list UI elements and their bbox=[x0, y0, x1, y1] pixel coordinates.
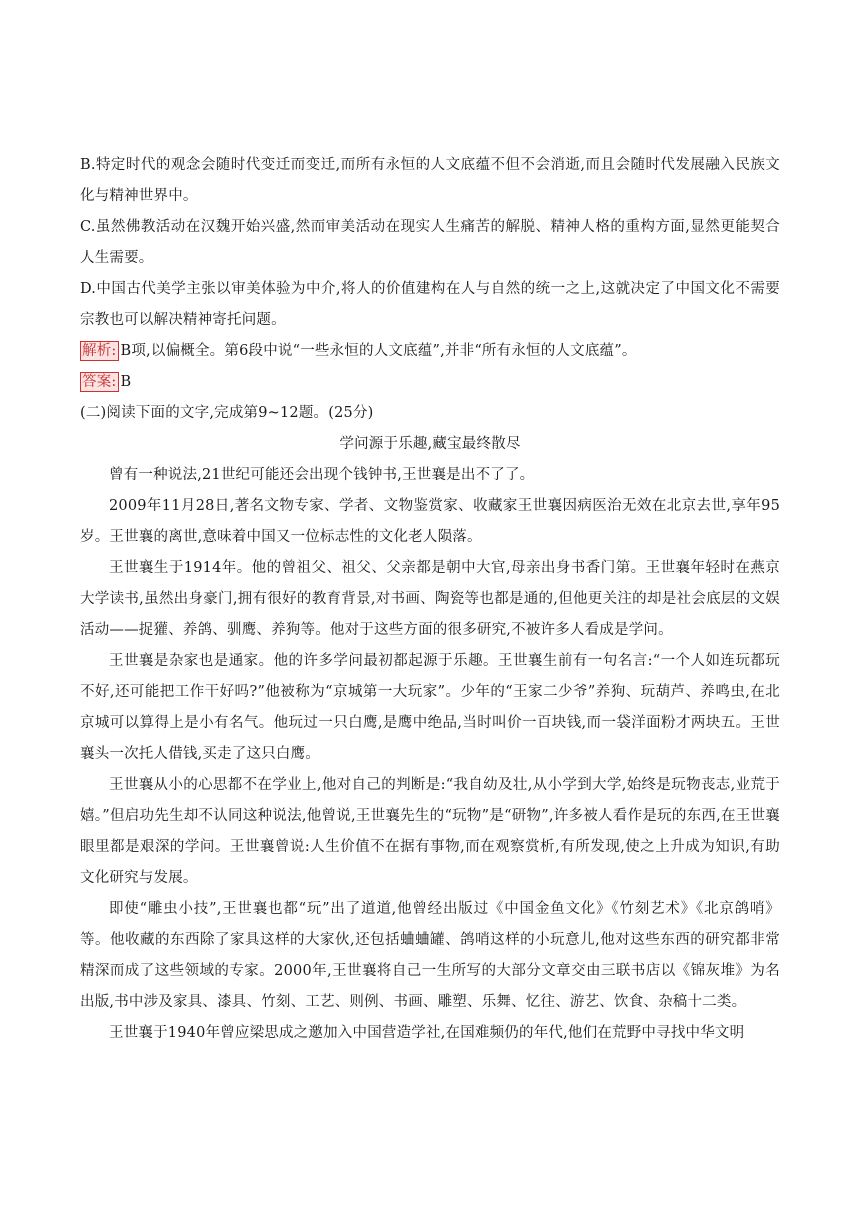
answer-text: B bbox=[120, 374, 132, 390]
option-c: C.虽然佛教活动在汉魏开始兴盛,然而审美活动在现实人生痛苦的解脱、精神人格的重构方面,显然更能契合人生需要。 bbox=[80, 219, 780, 266]
analysis-label: 解析: bbox=[82, 343, 117, 359]
section-heading: (二)阅读下面的文字,完成第9~12题。(25分) bbox=[80, 405, 374, 421]
article-paragraph: 曾有一种说法,21世纪可能还会出现个钱钟书,王世襄是出不了了。 bbox=[109, 467, 535, 483]
answer-line bbox=[80, 367, 780, 398]
article-paragraph: 王世襄于1940年曾应梁思成之邀加入中国营造学社,在国难频仍的年代,他们在荒野中寻找中华文明 bbox=[109, 1025, 745, 1041]
article-paragraph: 王世襄是杂家也是通家。他的许多学问最初都起源于乐趣。王世襄生前有一句名言:“一个人如连玩都玩不好,还可能把工作干好吗?”他被称为“京城第一大玩家”。少年的“王家二少爷”养狗、玩葫芦、养鸣虫,在北京城可以算得上是小有名气。他玩过一只白鹰,是鹰中绝品,当时叫价一百块钱,而一袋洋面粉才两块五。王世襄头一次托人借钱,买走了这只白鹰。 bbox=[80, 653, 780, 762]
article-paragraph: 2009年11月28日,著名文物专家、学者、文物鉴赏家、收藏家王世襄因病医治无效在北京去世,享年95岁。王世襄的离世,意味着中国又一位标志性的文化老人陨落。 bbox=[80, 498, 780, 545]
article-paragraph: 即使“雕虫小技”,王世襄也都“玩”出了道道,他曾经出版过《中国金鱼文化》《竹刻艺术》《北京鸽哨》等。他收藏的东西除了家具这样的大家伙,还包括蛐蛐罐、鸽哨这样的小玩意儿,他对这些东西的研究都非常精深而成了这些领域的专家。2000年,王世襄将自己一生所写的大部分文章交由三联书店以《锦灰堆》为名出版,书中涉及家具、漆具、竹刻、工艺、则例、书画、雕塑、乐舞、忆往、游艺、饮食、杂稿十二类。 bbox=[80, 901, 780, 1010]
option-d: D.中国古代美学主张以审美体验为中介,将人的价值建构在人与自然的统一之上,这就决定了中国文化不需要宗教也可以解决精神寄托问题。 bbox=[80, 281, 780, 328]
option-b: B.特定时代的观念会随时代变迁而变迁,而所有永恒的人文底蕴不但不会消逝,而且会随时代发展融入民族文化与精神世界中。 bbox=[80, 157, 780, 204]
answer-label: 答案: bbox=[82, 374, 117, 390]
analysis-line bbox=[80, 336, 780, 367]
article-paragraph: 王世襄生于1914年。他的曾祖父、祖父、父亲都是朝中大官,母亲出身书香门第。王世襄年轻时在燕京大学读书,虽然出身豪门,拥有很好的教育背景,对书画、陶瓷等也都是通的,但他更关注的却是社会底层的文娱活动——捉獾、养鸽、驯鹰、养狗等。他对于这些方面的很多研究,不被许多人看成是学问。 bbox=[80, 560, 780, 638]
article-paragraph: 王世襄从小的心思都不在学业上,他对自己的判断是:“我自幼及壮,从小学到大学,始终是玩物丧志,业荒于嬉。”但启功先生却不认同这种说法,他曾说,王世襄先生的“玩物”是“研物”,许多被人看作是玩的东西,在王世襄眼里都是艰深的学问。王世襄曾说:人生价值不在据有事物,而在观察赏析,有所发现,使之上升成为知识,有助文化研究与发展。 bbox=[80, 777, 780, 886]
article-title: 学问源于乐趣,藏宝最终散尽 bbox=[339, 436, 521, 452]
document-body bbox=[80, 150, 780, 1049]
analysis-text: B项,以偏概全。第6段中说“一些永恒的人文底蕴”,并非“所有永恒的人文底蕴”。 bbox=[120, 343, 637, 359]
